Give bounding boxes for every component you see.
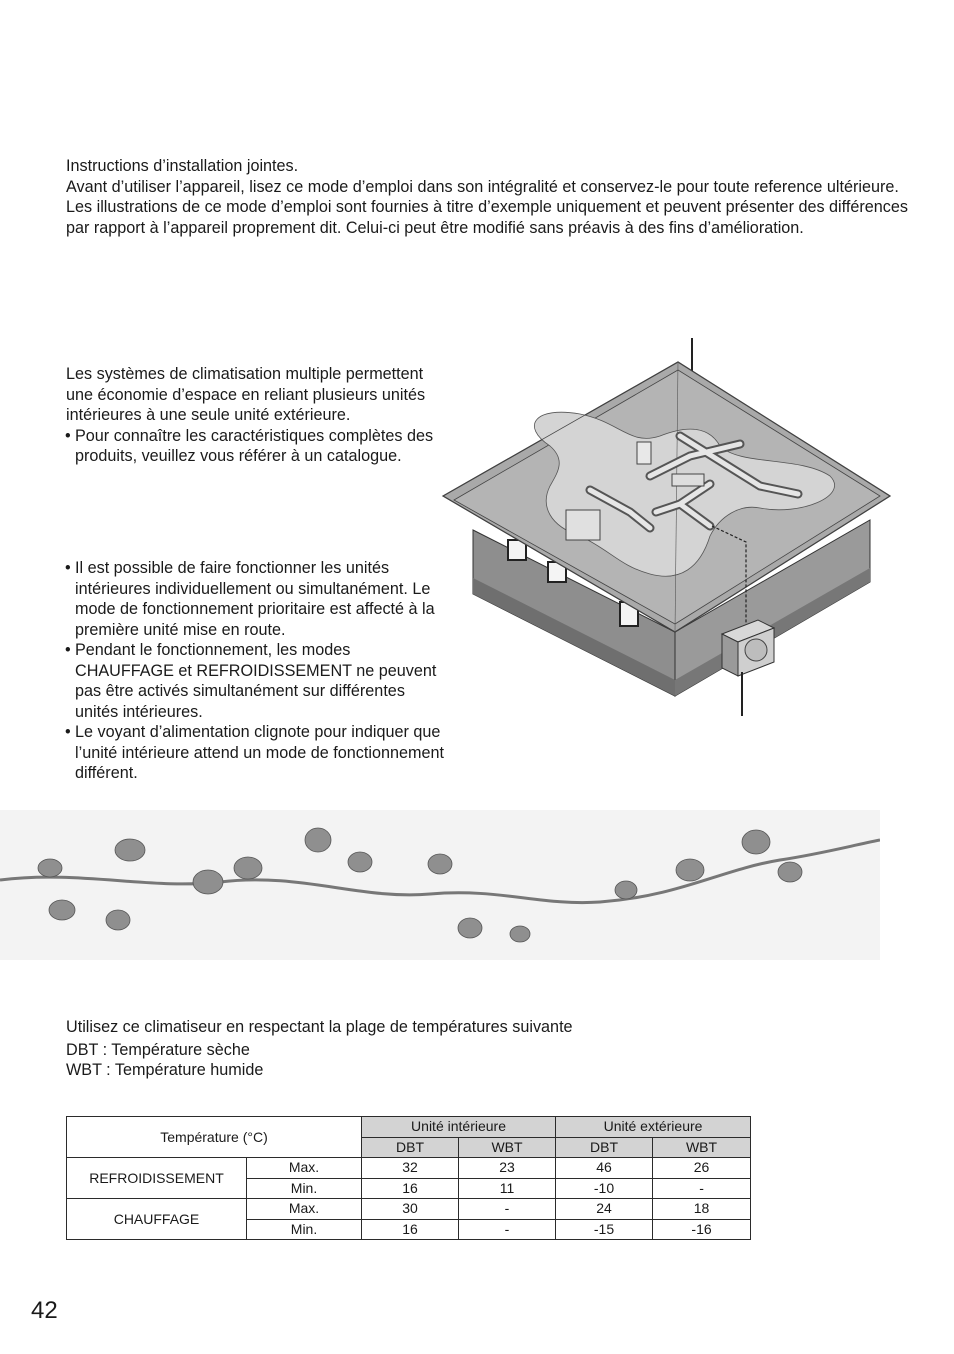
header-outdoor: Unité extérieure: [556, 1117, 751, 1138]
header-temperature: Température (°C): [67, 1117, 362, 1158]
temperature-intro-line: Utilisez ce climatiseur en respectant la plage de températures suivante: [66, 1018, 573, 1036]
multi-system-bullet: • Pour connaître les caractéristiques complètes des produits, veuillez vous référer à un catalogue.: [66, 426, 446, 467]
operation-section: [66, 558, 446, 784]
table-cell: -15: [556, 1219, 653, 1240]
table-row: [67, 1158, 751, 1179]
header-indoor: Unité intérieure: [362, 1117, 556, 1138]
intro-line-2: Avant d’utiliser l’appareil, lisez ce mode d’emploi dans son intégralité et conservez-le pour toute reference ultérieure.: [66, 177, 899, 196]
multi-system-paragraph: Les systèmes de climatisation multiple permettent une économie d’espace en reliant plusieurs unités intérieures à une seule unité extérieure.: [66, 365, 426, 424]
table-cell: 32: [362, 1158, 459, 1179]
row-label-max: Max.: [247, 1199, 362, 1220]
temperature-intro: [66, 1017, 573, 1081]
table-cell: -: [459, 1199, 556, 1220]
row-label-heating: CHAUFFAGE: [67, 1199, 247, 1240]
table-cell: 18: [653, 1199, 751, 1220]
operation-bullet-1: • Il est possible de faire fonctionner les unités intérieures individuellement ou simultanément. Le mode de fonctionnement prioritaire est affecté à la première unité mise en route.: [66, 558, 446, 640]
operation-bullet-3: • Le voyant d’alimentation clignote pour indiquer que l’unité intérieure attend un mode de fonctionnement différent.: [66, 722, 446, 784]
operation-bullets: [66, 558, 446, 784]
table-cell: -: [459, 1219, 556, 1240]
multi-system-section: [66, 364, 446, 467]
table-cell: -10: [556, 1178, 653, 1199]
header-outdoor-dbt: DBT: [556, 1137, 653, 1158]
table-cell: 46: [556, 1158, 653, 1179]
header-indoor-wbt: WBT: [459, 1137, 556, 1158]
temperature-range-table: [66, 1116, 751, 1240]
multi-split-house-illustration: [440, 336, 910, 720]
header-indoor-dbt: DBT: [362, 1137, 459, 1158]
header-outdoor-wbt: WBT: [653, 1137, 751, 1158]
table-cell: 16: [362, 1219, 459, 1240]
row-label-min: Min.: [247, 1219, 362, 1240]
intro-line-1: Instructions d’installation jointes.: [66, 157, 299, 175]
intro-text: [66, 156, 916, 238]
row-label-cooling: REFROIDISSEMENT: [67, 1158, 247, 1199]
table-cell: 16: [362, 1178, 459, 1199]
multi-system-bullets: [66, 426, 446, 467]
table-row: [67, 1117, 751, 1138]
dbt-definition: DBT : Température sèche: [66, 1040, 250, 1059]
operation-bullet-2: • Pendant le fonctionnement, les modes CHAUFFAGE et REFROIDISSEMENT ne peuvent pas être activés simultanément sur différentes unités intérieures.: [66, 640, 446, 722]
decorative-leaf-vine: [0, 810, 880, 960]
table-cell: 11: [459, 1178, 556, 1199]
table-cell: 23: [459, 1158, 556, 1179]
wbt-definition: WBT : Température humide: [66, 1061, 264, 1079]
table-row: [67, 1199, 751, 1220]
page-number: 42: [31, 1297, 58, 1324]
intro-line-3: Les illustrations de ce mode d’emploi sont fournies à titre d’exemple uniquement et peuvent présenter des différences par rapport à l’appareil proprement dit. Celui-ci peut être modifié sans préavis à des fins d’amélioration.: [66, 198, 908, 237]
table-cell: 30: [362, 1199, 459, 1220]
row-label-max: Max.: [247, 1158, 362, 1179]
row-label-min: Min.: [247, 1178, 362, 1199]
table-cell: 26: [653, 1158, 751, 1179]
table-cell: -16: [653, 1219, 751, 1240]
table-cell: 24: [556, 1199, 653, 1220]
table-cell: -: [653, 1178, 751, 1199]
